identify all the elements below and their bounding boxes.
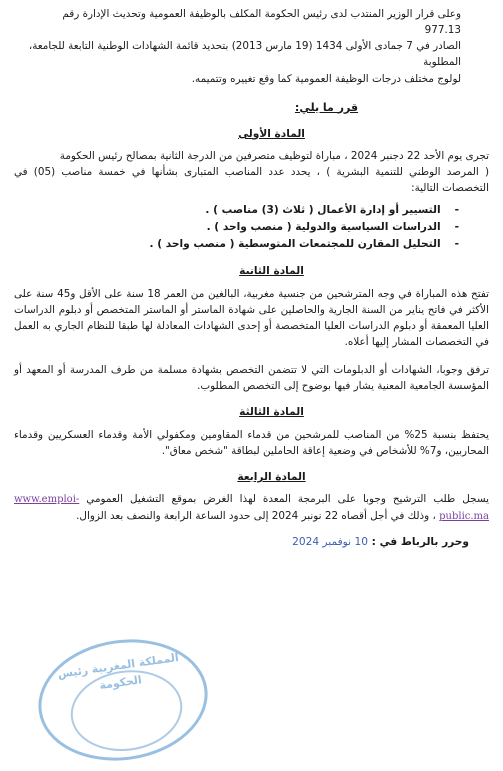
article-4 bbox=[14, 469, 489, 524]
official-stamp bbox=[30, 629, 215, 771]
article-2 bbox=[14, 263, 489, 394]
article-4-text-start: يسجل طلب الترشيح وجوبا على البرمجة المعدة لهذا الغرض بموقع التشغيل العمومي bbox=[86, 493, 489, 506]
specialty-item: - الدراسات السياسية والدولية ( منصب واحد ) . bbox=[14, 219, 459, 236]
article-1 bbox=[14, 126, 489, 254]
article-4-para bbox=[14, 491, 489, 524]
specialty-item: - التحليل المقارن للمجتمعات المتوسطية ( منصب واحد ) . bbox=[14, 236, 459, 253]
article-4-title: المادة الرابعة bbox=[237, 471, 306, 484]
decides-heading: قرر ما يلي: bbox=[294, 100, 359, 114]
article-2-para-1: تفتح هذه المباراة في وجه المترشحين من جنسية مغربية، البالغين من العمر 18 سنة على الأقل و45 سنة على الأكثر في فاتح يناير من السنة الجارية والحاصلين على شهادة الماستر أو الماستر المتخصص أو دبلوم الدراسات العليا المعمقة أو دبلوم الدراسات العليا المتخصصة أو إحدى الشهادات المعادلة لها طبقا للنظام الجاري به العمل في التخصصات المشار إليها أعلاه. bbox=[14, 287, 490, 349]
intro-line-2: الصادر في 7 جمادى الأولى 1434 (19 مارس 2013) بتحديد قائمة الشهادات الوطنية التابعة للجامعة، المطلوبة bbox=[28, 40, 461, 69]
stamp-inner-ring bbox=[65, 663, 187, 758]
article-1-title: المادة الأولى bbox=[238, 127, 305, 140]
article-1-para-a: تجرى يوم الأحد 22 دجنبر 2024 ، مباراة لتوظيف متصرفين من الدرجة الثانية بمصالح رئيس الحكومة bbox=[59, 150, 489, 163]
signoff-label: وحرر بالرباط في : bbox=[371, 536, 469, 549]
specialties-list bbox=[14, 202, 489, 253]
article-3-title: المادة الثالثة bbox=[239, 406, 304, 419]
article-3-para: يحتفظ بنسبة 25% من المناصب للمرشحين من قدماء المقاومين ومكفولي الأمة وقدماء العسكريين وقدماء المحاربين، و7% للأشخاص في وضعية إعاقة الحاملين لبطاقة "شخص معاق". bbox=[14, 428, 489, 457]
signoff-date: 10 نوفمبر 2024 bbox=[292, 536, 368, 549]
website-link[interactable]: www.emploi-public.ma bbox=[14, 494, 489, 522]
intro-line-3: لولوج مختلف درجات الوظيفة العمومية كما وقع تغييره وتتميمه. bbox=[191, 72, 461, 85]
intro-line-1: وعلى قرار الوزير المنتدب لدى رئيس الحكومة المكلف بالوظيفة العمومية وتحديث الإدارة رقم 977.13 bbox=[62, 8, 461, 37]
intro-block bbox=[14, 6, 489, 87]
article-1-para-b: ( المرصد الوطني للتنمية البشرية ) ، يحدد عدد المناصب المتبارى بشأنها في خمسة مناصب (05) في التخصصات التالية: bbox=[14, 166, 489, 195]
signoff bbox=[14, 534, 489, 550]
article-4-text-end: ، وذلك في أجل أقصاه 22 نونبر 2024 إلى حدود الساعة الرابعة والنصف بعد الزوال. bbox=[76, 509, 436, 522]
article-2-para-2: ترفق وجوبا، الشهادات أو الدبلومات التي لا تتضمن التخصص بشهادة مسلمة من طرف المدرسة أو المعهد أو المؤسسة الجامعية المعنية يشار فيها بوضوح إلى التخصص المطلوب. bbox=[14, 364, 489, 393]
specialty-item: - التسيير أو إدارة الأعمال ( ثلاث (3) مناصب ) . bbox=[14, 202, 459, 219]
article-3 bbox=[14, 404, 489, 459]
stamp-text: المملكة المغربية رئيس الحكومة bbox=[56, 650, 180, 693]
article-2-title: المادة الثانية bbox=[239, 265, 304, 278]
